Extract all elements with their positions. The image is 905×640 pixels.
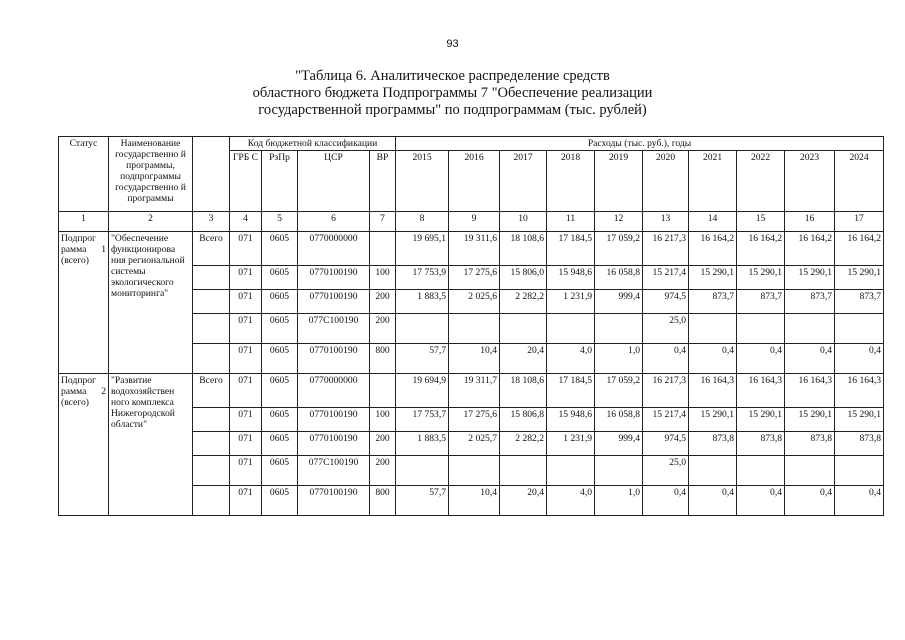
cell-value: 873,8 — [737, 432, 785, 456]
empty-cell — [193, 456, 230, 486]
cell-value — [396, 456, 449, 486]
cell-value — [449, 456, 500, 486]
cell-value: 15 290,1 — [737, 408, 785, 432]
empty-cell — [193, 344, 230, 374]
cell-value: 15 948,6 — [547, 408, 595, 432]
cell-rzpr: 0605 — [262, 486, 298, 516]
header-status: Статус — [59, 137, 109, 212]
cell-value — [835, 314, 884, 344]
cell-value: 19 311,7 — [449, 374, 500, 408]
header-year: 2021 — [689, 151, 737, 212]
cell-value: 16 164,2 — [737, 232, 785, 266]
column-number: 13 — [643, 212, 689, 232]
column-number: 8 — [396, 212, 449, 232]
cell-value: 15 290,1 — [737, 266, 785, 290]
cell-csr: 077C100190 — [298, 314, 370, 344]
cell-value: 16 217,3 — [643, 374, 689, 408]
cell-value: 2 282,2 — [500, 432, 547, 456]
column-number: 15 — [737, 212, 785, 232]
cell-value: 974,5 — [643, 290, 689, 314]
cell-value — [737, 456, 785, 486]
cell-value: 18 108,6 — [500, 232, 547, 266]
empty-cell — [193, 266, 230, 290]
column-number: 12 — [595, 212, 643, 232]
column-number-row — [59, 212, 884, 232]
cell-value: 16 164,3 — [737, 374, 785, 408]
cell-csr: 0770100190 — [298, 408, 370, 432]
cell-value: 1 231,9 — [547, 432, 595, 456]
cell-value — [689, 456, 737, 486]
cell-value: 20,4 — [500, 344, 547, 374]
cell-value: 16 164,3 — [689, 374, 737, 408]
title-line: "Таблица 6. Аналитическое распределение средств — [295, 68, 610, 84]
cell-grbs: 071 — [230, 232, 262, 266]
header-year: 2017 — [500, 151, 547, 212]
header-kbk: Код бюджетной классификации — [230, 137, 396, 151]
cell-value: 4,0 — [547, 486, 595, 516]
page-number: 93 — [446, 38, 459, 50]
cell-value: 17 753,9 — [396, 266, 449, 290]
cell-vr: 200 — [370, 456, 396, 486]
cell-csr: 0770000000 — [298, 374, 370, 408]
cell-csr: 0770100190 — [298, 432, 370, 456]
cell-csr: 0770100190 — [298, 344, 370, 374]
cell-value: 873,8 — [835, 432, 884, 456]
column-number: 1 — [59, 212, 109, 232]
cell-vr: 100 — [370, 408, 396, 432]
table-body — [59, 137, 884, 516]
cell-value — [785, 456, 835, 486]
cell-csr: 0770100190 — [298, 486, 370, 516]
header-year: 2023 — [785, 151, 835, 212]
cell-value: 17 753,7 — [396, 408, 449, 432]
cell-csr: 0770100190 — [298, 290, 370, 314]
cell-value: 0,4 — [643, 486, 689, 516]
cell-value: 1 883,5 — [396, 290, 449, 314]
table-title — [0, 68, 905, 119]
cell-vr: 100 — [370, 266, 396, 290]
table-row — [59, 374, 884, 408]
header-year: 2019 — [595, 151, 643, 212]
cell-value — [689, 314, 737, 344]
header-year: 2015 — [396, 151, 449, 212]
cell-value: 1 883,5 — [396, 432, 449, 456]
cell-value: 19 694,9 — [396, 374, 449, 408]
column-number: 14 — [689, 212, 737, 232]
cell-value: 0,4 — [737, 344, 785, 374]
cell-value — [396, 314, 449, 344]
empty-cell — [193, 290, 230, 314]
cell-vr — [370, 232, 396, 266]
cell-value: 2 025,7 — [449, 432, 500, 456]
header-year: 2018 — [547, 151, 595, 212]
cell-value — [547, 456, 595, 486]
cell-value: 15 217,4 — [643, 266, 689, 290]
column-number: 4 — [230, 212, 262, 232]
cell-value: 10,4 — [449, 344, 500, 374]
header-rzpr: РзПр — [262, 151, 298, 212]
cell-value: 17 059,2 — [595, 232, 643, 266]
cell-value — [835, 456, 884, 486]
cell-value: 873,7 — [835, 290, 884, 314]
cell-value: 25,0 — [643, 456, 689, 486]
cell-value: 0,4 — [835, 344, 884, 374]
cell-value: 15 290,1 — [689, 408, 737, 432]
cell-value: 873,8 — [785, 432, 835, 456]
cell-value: 15 290,1 — [689, 266, 737, 290]
cell-value: 0,4 — [835, 486, 884, 516]
title-line: государственной программы" по подпрограммам (тыс. рублей) — [258, 102, 647, 118]
title-line: областного бюджета Подпрограммы 7 "Обеспечение реализации — [252, 85, 653, 101]
cell-grbs: 071 — [230, 374, 262, 408]
cell-rzpr: 0605 — [262, 432, 298, 456]
cell-value: 57,7 — [396, 344, 449, 374]
cell-value: 15 948,6 — [547, 266, 595, 290]
header-row — [59, 137, 884, 151]
cell-value: 999,4 — [595, 290, 643, 314]
cell-value: 10,4 — [449, 486, 500, 516]
cell-value: 1,0 — [595, 486, 643, 516]
column-number: 7 — [370, 212, 396, 232]
cell-grbs: 071 — [230, 314, 262, 344]
cell-vr: 200 — [370, 290, 396, 314]
cell-value: 999,4 — [595, 432, 643, 456]
cell-value — [500, 314, 547, 344]
cell-value: 15 290,1 — [785, 408, 835, 432]
column-number: 6 — [298, 212, 370, 232]
cell-value: 19 695,1 — [396, 232, 449, 266]
cell-value: 16 058,8 — [595, 408, 643, 432]
header-name: Наименование государственно й программы, подпрограммы государственно й программы — [109, 137, 193, 212]
column-number: 17 — [835, 212, 884, 232]
total-label: Всего — [193, 374, 230, 408]
header-csr: ЦСР — [298, 151, 370, 212]
cell-value: 0,4 — [643, 344, 689, 374]
cell-value: 16 164,2 — [835, 232, 884, 266]
cell-value: 18 108,6 — [500, 374, 547, 408]
cell-csr: 0770100190 — [298, 266, 370, 290]
cell-rzpr: 0605 — [262, 290, 298, 314]
cell-value: 0,4 — [737, 486, 785, 516]
cell-grbs: 071 — [230, 344, 262, 374]
cell-csr: 077C100190 — [298, 456, 370, 486]
cell-vr: 800 — [370, 486, 396, 516]
empty-cell — [193, 486, 230, 516]
cell-value — [595, 314, 643, 344]
cell-value: 2 025,6 — [449, 290, 500, 314]
cell-value: 15 806,8 — [500, 408, 547, 432]
cell-value: 15 290,1 — [835, 266, 884, 290]
column-number: 5 — [262, 212, 298, 232]
cell-rzpr: 0605 — [262, 374, 298, 408]
header-vr: ВР — [370, 151, 396, 212]
cell-value: 20,4 — [500, 486, 547, 516]
cell-rzpr: 0605 — [262, 456, 298, 486]
cell-value: 15 217,4 — [643, 408, 689, 432]
empty-cell — [193, 408, 230, 432]
cell-vr: 200 — [370, 432, 396, 456]
header-year: 2016 — [449, 151, 500, 212]
cell-value: 16 164,3 — [835, 374, 884, 408]
cell-value: 15 806,0 — [500, 266, 547, 290]
cell-value: 16 164,3 — [785, 374, 835, 408]
cell-value — [500, 456, 547, 486]
column-number: 2 — [109, 212, 193, 232]
budget-table — [58, 136, 884, 516]
cell-value — [547, 314, 595, 344]
header-year: 2022 — [737, 151, 785, 212]
cell-rzpr: 0605 — [262, 344, 298, 374]
cell-value: 0,4 — [785, 486, 835, 516]
total-label: Всего — [193, 232, 230, 266]
program-name: "Обеспечение функционирова ния региональной системы экологического мониторинга" — [109, 232, 193, 374]
cell-vr: 200 — [370, 314, 396, 344]
program-name: "Развитие водохозяйствен ного комплекса Нижегородской области" — [109, 374, 193, 516]
cell-value: 16 217,3 — [643, 232, 689, 266]
table-row — [59, 232, 884, 266]
cell-vr: 800 — [370, 344, 396, 374]
cell-value: 0,4 — [689, 344, 737, 374]
column-number: 3 — [193, 212, 230, 232]
cell-value: 1,0 — [595, 344, 643, 374]
column-number: 9 — [449, 212, 500, 232]
empty-cell — [193, 314, 230, 344]
cell-rzpr: 0605 — [262, 314, 298, 344]
cell-value: 17 275,6 — [449, 408, 500, 432]
cell-value: 0,4 — [689, 486, 737, 516]
cell-grbs: 071 — [230, 290, 262, 314]
cell-value: 17 184,5 — [547, 374, 595, 408]
cell-value: 17 059,2 — [595, 374, 643, 408]
empty-cell — [193, 432, 230, 456]
cell-rzpr: 0605 — [262, 232, 298, 266]
cell-value: 17 184,5 — [547, 232, 595, 266]
cell-value: 873,7 — [737, 290, 785, 314]
cell-value: 15 290,1 — [785, 266, 835, 290]
cell-value: 873,8 — [689, 432, 737, 456]
header-empty — [193, 137, 230, 212]
program-status: Подпрог рамма 1 (всего) — [59, 232, 109, 374]
cell-grbs: 071 — [230, 266, 262, 290]
cell-value: 1 231,9 — [547, 290, 595, 314]
cell-value: 16 164,2 — [689, 232, 737, 266]
header-grbs: ГРБ С — [230, 151, 262, 212]
program-status: Подпрог рамма 2 (всего) — [59, 374, 109, 516]
cell-value: 19 311,6 — [449, 232, 500, 266]
cell-grbs: 071 — [230, 456, 262, 486]
cell-value: 4,0 — [547, 344, 595, 374]
cell-value — [449, 314, 500, 344]
cell-rzpr: 0605 — [262, 408, 298, 432]
cell-value: 974,5 — [643, 432, 689, 456]
cell-value: 25,0 — [643, 314, 689, 344]
header-year: 2020 — [643, 151, 689, 212]
cell-grbs: 071 — [230, 432, 262, 456]
cell-rzpr: 0605 — [262, 266, 298, 290]
cell-value: 57,7 — [396, 486, 449, 516]
cell-value: 873,7 — [785, 290, 835, 314]
cell-value: 2 282,2 — [500, 290, 547, 314]
cell-value: 873,7 — [689, 290, 737, 314]
cell-grbs: 071 — [230, 486, 262, 516]
cell-value: 16 164,2 — [785, 232, 835, 266]
cell-value — [785, 314, 835, 344]
cell-value: 17 275,6 — [449, 266, 500, 290]
header-year: 2024 — [835, 151, 884, 212]
cell-value — [595, 456, 643, 486]
column-number: 16 — [785, 212, 835, 232]
cell-csr: 0770000000 — [298, 232, 370, 266]
cell-value: 0,4 — [785, 344, 835, 374]
cell-value: 15 290,1 — [835, 408, 884, 432]
cell-vr — [370, 374, 396, 408]
cell-value: 16 058,8 — [595, 266, 643, 290]
cell-value — [737, 314, 785, 344]
column-number: 10 — [500, 212, 547, 232]
column-number: 11 — [547, 212, 595, 232]
cell-grbs: 071 — [230, 408, 262, 432]
header-expenses: Расходы (тыс. руб.), годы — [396, 137, 884, 151]
